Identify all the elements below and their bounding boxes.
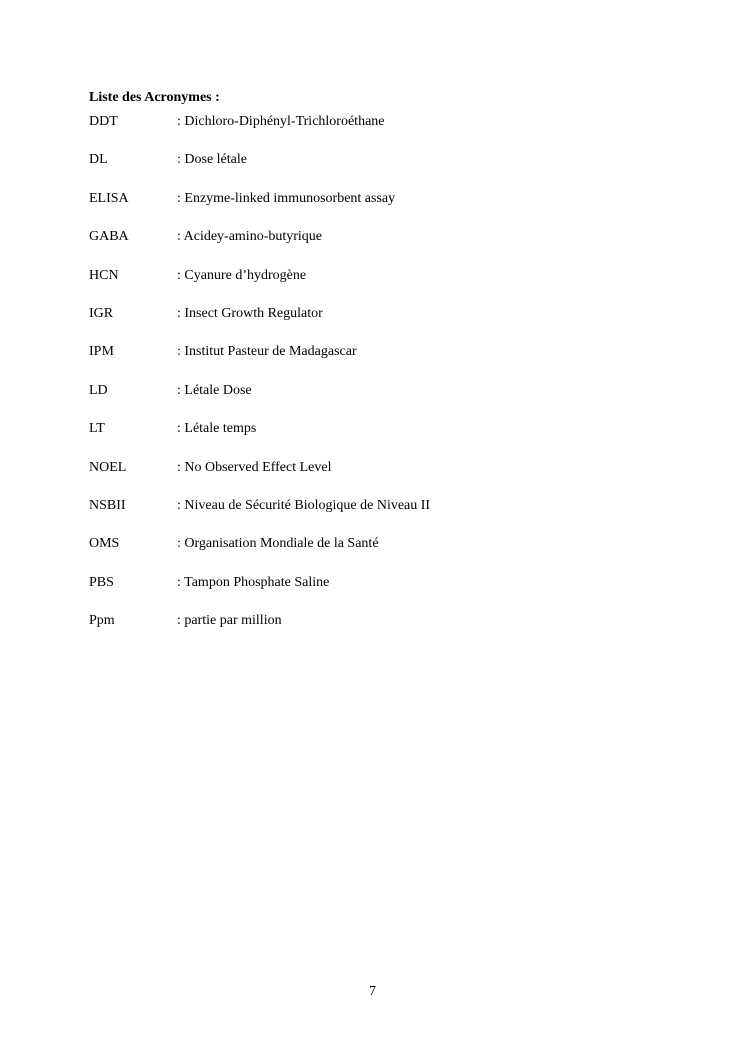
acronym-definition: : Cyanure d’hydrogène	[177, 267, 307, 283]
acronym-definition: : partie par million	[177, 613, 282, 629]
acronym-entry	[89, 612, 430, 650]
acronym-term: PBS	[89, 574, 114, 590]
acronym-definition: : Dichloro-Diphényl-Trichloroéthane	[177, 114, 385, 129]
acronym-term: IGR	[89, 305, 114, 321]
acronym-term: NSBII	[89, 497, 126, 513]
acronym-list	[89, 113, 430, 650]
acronym-entry	[89, 305, 430, 343]
acronym-term: OMS	[89, 536, 120, 552]
acronym-term: LT	[89, 421, 105, 437]
acronym-entry	[89, 459, 430, 497]
acronym-term: GABA	[89, 229, 129, 245]
acronym-definition: : Institut Pasteur de Madagascar	[177, 344, 357, 360]
acronym-term: HCN	[89, 267, 119, 283]
acronym-definition: : No Observed Effect Level	[177, 459, 332, 475]
acronym-term: Ppm	[89, 613, 115, 629]
acronym-entry	[89, 190, 430, 228]
acronym-entry	[89, 574, 430, 612]
acronym-entry	[89, 420, 430, 458]
acronym-definition: : Enzyme-linked immunosorbent assay	[177, 190, 396, 206]
acronym-list-heading: Liste des Acronymes :	[89, 90, 220, 105]
page-number: 7	[369, 984, 376, 999]
acronym-entry	[89, 343, 430, 381]
acronym-term: IPM	[89, 344, 114, 360]
acronym-entry	[89, 382, 430, 420]
acronym-term: DL	[89, 152, 108, 168]
acronym-definition: : Tampon Phosphate Saline	[177, 574, 330, 590]
acronym-entry	[89, 113, 430, 151]
acronym-definition: : Dose létale	[177, 152, 247, 168]
acronym-entry	[89, 497, 430, 535]
acronym-term: DDT	[89, 114, 118, 129]
acronym-term: LD	[89, 382, 108, 398]
acronym-entry	[89, 535, 430, 573]
acronym-definition: : Insect Growth Regulator	[177, 305, 323, 321]
acronym-term: ELISA	[89, 190, 129, 206]
acronym-entry	[89, 267, 430, 305]
acronym-definition: : Létale temps	[177, 421, 257, 437]
acronym-definition: : Létale Dose	[177, 382, 252, 398]
acronym-definition: : Organisation Mondiale de la Santé	[177, 536, 379, 552]
acronym-definition: : Acidey-amino-butyrique	[177, 229, 323, 245]
acronym-entry	[89, 151, 430, 189]
acronym-definition: : Niveau de Sécurité Biologique de Niveau II	[177, 497, 431, 513]
acronym-entry	[89, 228, 430, 266]
acronym-term: NOEL	[89, 459, 127, 475]
